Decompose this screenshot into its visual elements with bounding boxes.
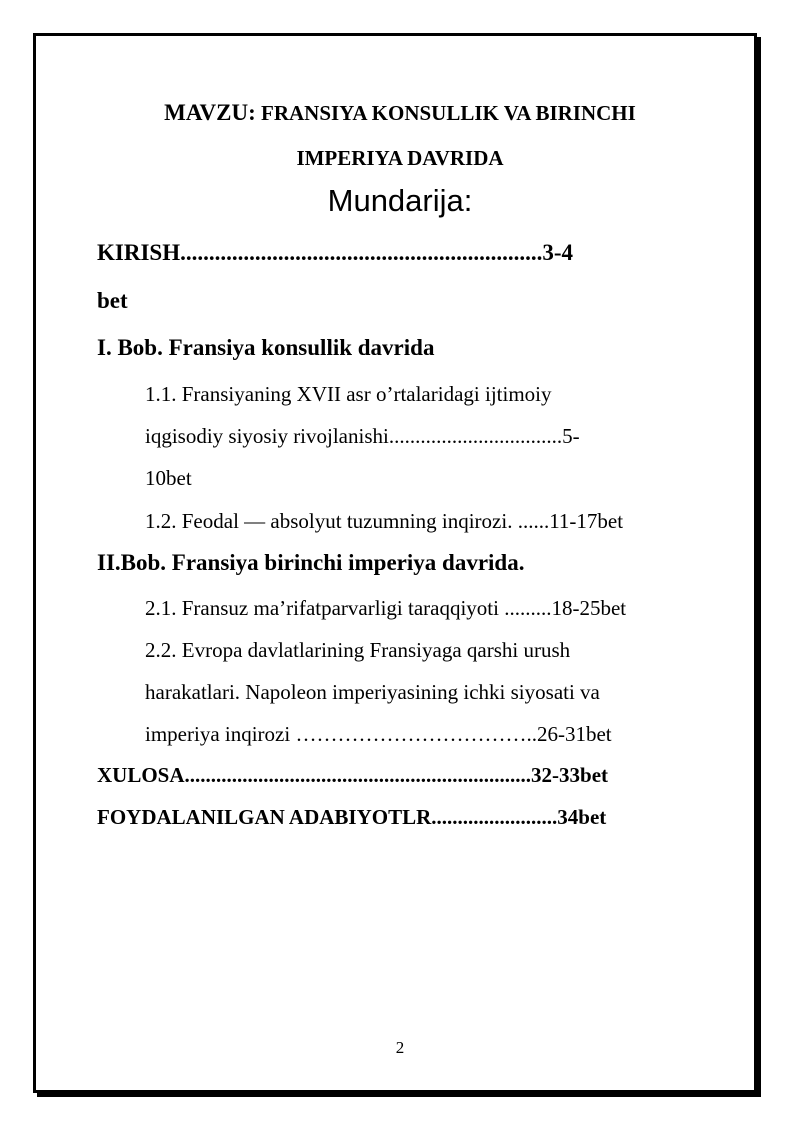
title-text-1: FRANSIYA KONSULLIK VA BIRINCHI [261,101,636,125]
toc-entry-xulosa: XULOSA..................................................................32-33bet [97,763,609,787]
toc-entry-1-1-line-2: iqgisodiy siyosiy rivojlanishi.................................5- [145,424,580,448]
toc-entry-2-2-line-2: harakatlari. Napoleon imperiyasining ichki siyosati va [145,680,600,704]
toc-entry-1-1-line-3: 10bet [145,466,192,490]
title-prefix: MAVZU: [164,100,256,125]
page-number: 2 [395,1038,405,1057]
toc-entry-1-2: 1.2. Feodal — absolyut tuzumning inqirozi. ......11-17bet [145,509,624,533]
chapter-2-heading: II.Bob. Fransiya birinchi imperiya davrida. [97,550,525,575]
toc-entry-2-1: 2.1. Fransuz ma’rifatparvarligi taraqqiyoti .........18-25bet [145,596,627,620]
toc-entry-adabiyotlar: FOYDALANILGAN ADABIYOTLR........................34bet [97,805,607,829]
document-title-line-2: IMPERIYA DAVRIDA [296,146,504,170]
toc-entry-2-2-line-3: imperiya inqirozi ……………………………..26-31bet [145,722,612,746]
chapter-1-heading: I. Bob. Fransiya konsullik davrida [97,335,435,360]
toc-entry-2-2-line-1: 2.2. Evropa davlatlarining Fransiyaga qarshi urush [145,638,571,662]
toc-entry-kirish: KIRISH...............................................................3-4 [97,240,573,265]
toc-heading: Mundarija: [327,183,473,218]
document-title-line-1 [0,100,800,126]
toc-entry-1-1-line-1: 1.1. Fransiyaning XVII asr o’rtalaridagi ijtimoiy [145,382,552,406]
toc-entry-kirish-cont: bet [97,288,128,313]
